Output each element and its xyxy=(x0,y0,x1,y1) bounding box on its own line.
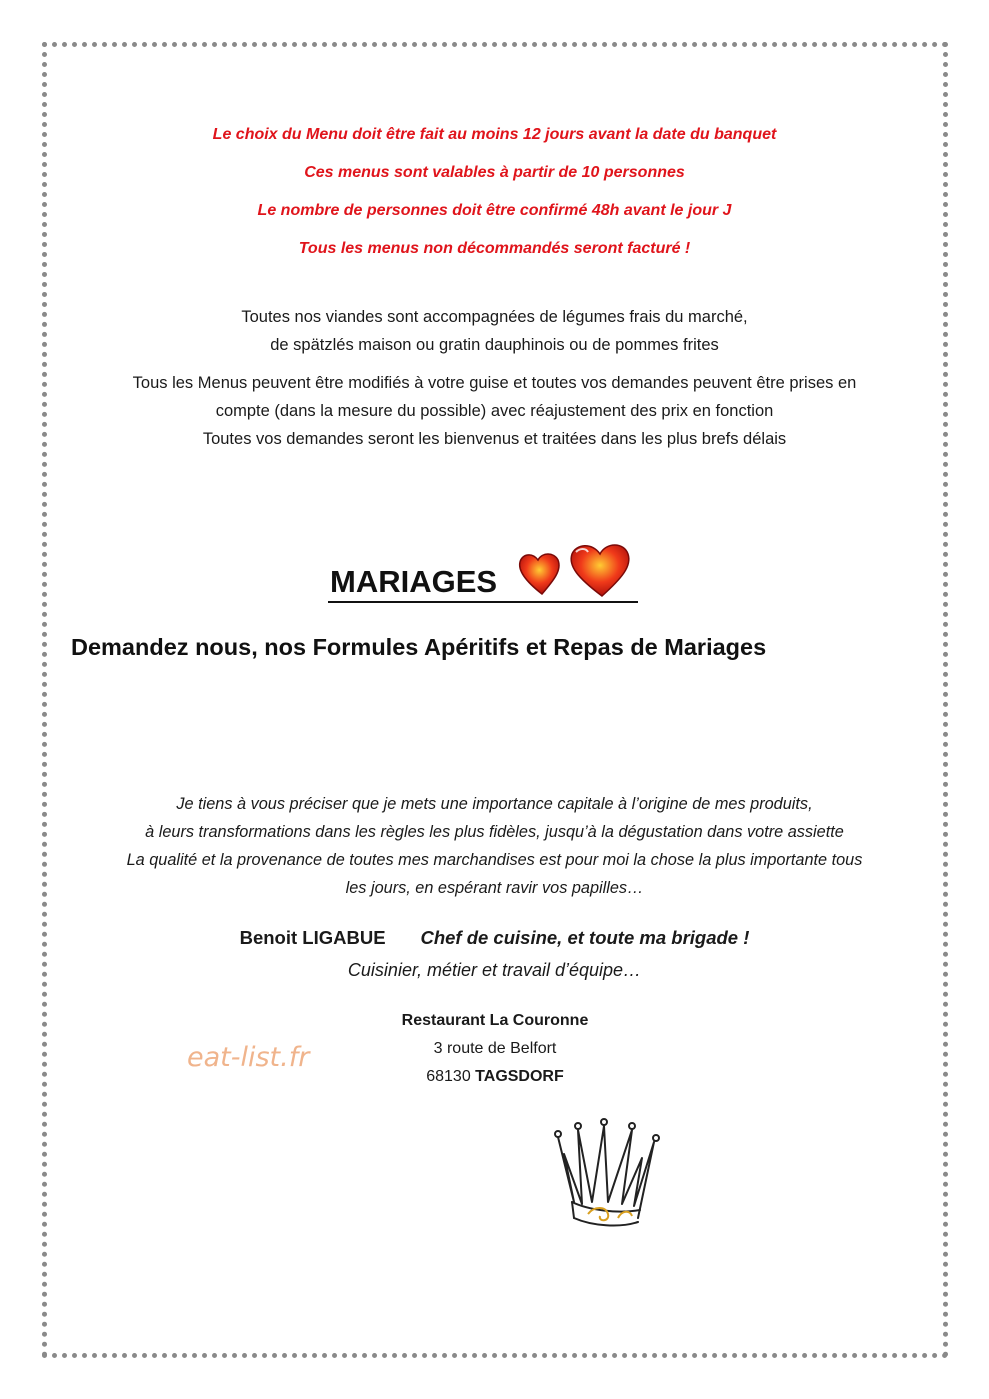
restaurant-name: Restaurant La Couronne xyxy=(401,1012,589,1029)
info-line-2: de spätzlés maison ou gratin dauphinois ou de pommes frites xyxy=(270,336,719,354)
condition-line-2: Ces menus sont valables à partir de 10 personnes xyxy=(304,164,685,181)
mariages-underline xyxy=(0,600,989,604)
condition-line-1: Le choix du Menu doit être fait au moins 12 jours avant la date du banquet xyxy=(212,126,777,143)
mariages-title: MARIAGES xyxy=(330,564,498,599)
mariages-subtitle: Demandez nous, nos Formules Apéritifs et Repas de Mariages xyxy=(71,634,767,660)
chef-note-line-1: Je tiens à vous préciser que je mets une importance capitale à l’origine de mes produits, xyxy=(176,795,813,813)
chef-role: Chef de cuisine, et toute ma brigade ! xyxy=(420,927,750,948)
crown-icon xyxy=(548,1118,666,1234)
watermark-text: eat-list.fr xyxy=(187,1042,310,1073)
chef-note-line-4: les jours, en espérant ravir vos papilles… xyxy=(345,879,644,897)
condition-line-3: Le nombre de personnes doit être confirmé 48h avant le jour J xyxy=(257,202,732,219)
signature-tagline: Cuisinier, métier et travail d’équipe… xyxy=(347,960,642,980)
restaurant-city: TAGSDORF xyxy=(475,1068,564,1085)
mariages-heading xyxy=(328,538,638,604)
condition-line-4: Tous les menus non décommandés seront facturé ! xyxy=(298,240,691,257)
restaurant-street: 3 route de Belfort xyxy=(433,1040,557,1057)
chef-note-line-3: La qualité et la provenance de toutes mes marchandises est pour moi la chose la plus importante tous xyxy=(126,851,863,869)
restaurant-postcode: 68130 xyxy=(426,1068,471,1085)
info-line-4: compte (dans la mesure du possible) avec réajustement des prix en fonction xyxy=(215,402,774,420)
chef-name: Benoit LIGABUE xyxy=(239,927,386,948)
restaurant-city-line xyxy=(370,1068,620,1086)
info-line-3: Tous les Menus peuvent être modifiés à votre guise et toutes vos demandes peuvent être prises en xyxy=(132,374,857,392)
info-line-5: Toutes vos demandes seront les bienvenus et traitées dans les plus brefs délais xyxy=(202,430,787,448)
signature-line xyxy=(0,927,989,949)
info-line-1: Toutes nos viandes sont accompagnées de légumes frais du marché, xyxy=(241,308,748,326)
hearts-icon xyxy=(516,538,640,604)
chef-note-line-2: à leurs transformations dans les règles les plus fidèles, jusqu’à la dégustation dans votre assiette xyxy=(145,823,844,841)
